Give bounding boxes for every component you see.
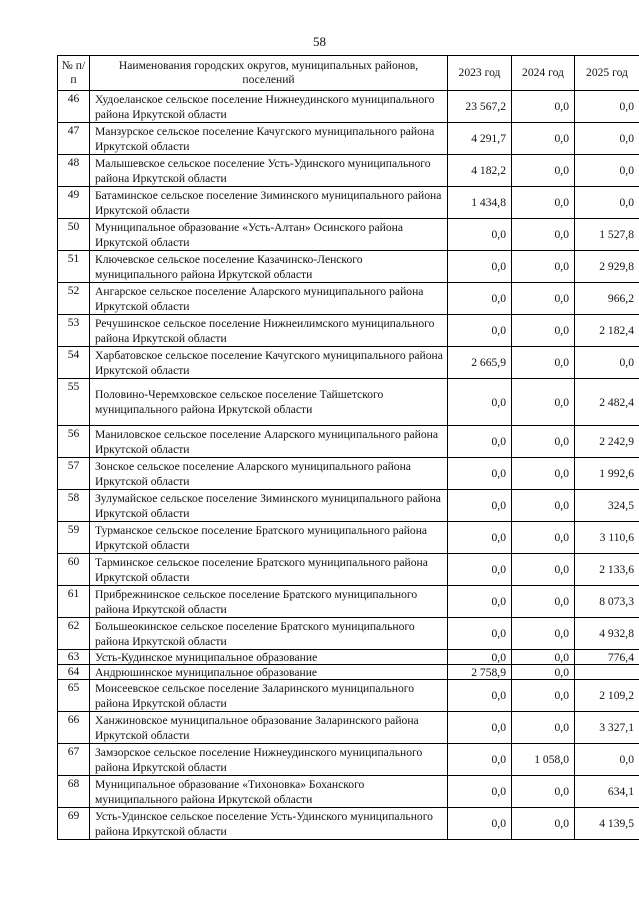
value-2025: [575, 665, 639, 680]
table-row: [58, 808, 639, 840]
row-name: Усть-Кудинское муниципальное образование: [90, 650, 448, 665]
value-2024: 0,0: [512, 91, 575, 123]
row-name: Ключевское сельское поселение Казачинско-Ленского муниципального района Иркутской области: [90, 251, 448, 283]
row-number: 63: [58, 650, 90, 665]
value-2024: 1 058,0: [512, 744, 575, 776]
row-number: 60: [58, 554, 90, 586]
page-number: 58: [313, 34, 326, 49]
value-2024: 0,0: [512, 650, 575, 665]
row-number: 51: [58, 251, 90, 283]
value-2024: 0,0: [512, 554, 575, 586]
value-2025: 8 073,3: [575, 586, 639, 618]
header-2024: 2024 год: [512, 56, 575, 91]
table-row: [58, 283, 639, 315]
row-number: 47: [58, 123, 90, 155]
row-name: Манзурское сельское поселение Качугского муниципального района Иркутской области: [90, 123, 448, 155]
table-row: [58, 155, 639, 187]
row-name: Большеокинское сельское поселение Братского муниципального района Иркутской области: [90, 618, 448, 650]
row-name: Батаминское сельское поселение Зиминского муниципального района Иркутской области: [90, 187, 448, 219]
header-name: Наименования городских округов, муниципальных районов, поселений: [90, 56, 448, 91]
value-2024: 0,0: [512, 808, 575, 840]
table-row: [58, 554, 639, 586]
table-header-row: [58, 56, 639, 91]
table-row: [58, 712, 639, 744]
row-name: Прибрежнинское сельское поселение Братского муниципального района Иркутской области: [90, 586, 448, 618]
value-2024: 0,0: [512, 458, 575, 490]
table-row: [58, 379, 639, 426]
value-2023: 2 665,9: [448, 347, 512, 379]
value-2023: 0,0: [448, 522, 512, 554]
row-name: Худоеланское сельское поселение Нижнеудинского муниципального района Иркутской области: [90, 91, 448, 123]
table-row: [58, 187, 639, 219]
row-name: Ангарское сельское поселение Аларского муниципального района Иркутской области: [90, 283, 448, 315]
value-2024: 0,0: [512, 251, 575, 283]
value-2024: 0,0: [512, 490, 575, 522]
value-2023: 0,0: [448, 490, 512, 522]
value-2025: 2 182,4: [575, 315, 639, 347]
value-2024: 0,0: [512, 219, 575, 251]
row-number: 68: [58, 776, 90, 808]
value-2023: 0,0: [448, 744, 512, 776]
budget-table: [57, 55, 639, 840]
table-body: [58, 91, 639, 840]
row-number: 62: [58, 618, 90, 650]
table-row: [58, 458, 639, 490]
table-row: [58, 490, 639, 522]
value-2025: 2 482,4: [575, 379, 639, 426]
value-2025: 0,0: [575, 187, 639, 219]
table-row: [58, 680, 639, 712]
row-number: 61: [58, 586, 90, 618]
value-2023: 0,0: [448, 650, 512, 665]
row-name: Замзорское сельское поселение Нижнеудинского муниципального района Иркутской области: [90, 744, 448, 776]
value-2024: 0,0: [512, 123, 575, 155]
value-2025: 4 139,5: [575, 808, 639, 840]
value-2023: 23 567,2: [448, 91, 512, 123]
row-number: 50: [58, 219, 90, 251]
row-name: Усть-Удинское сельское поселение Усть-Удинского муниципального района Иркутской области: [90, 808, 448, 840]
value-2024: 0,0: [512, 315, 575, 347]
value-2023: 2 758,9: [448, 665, 512, 680]
value-2025: 324,5: [575, 490, 639, 522]
table-row: [58, 665, 639, 680]
row-name: Харбатовское сельское поселение Качугского муниципального района Иркутской области: [90, 347, 448, 379]
value-2025: 0,0: [575, 123, 639, 155]
value-2023: 4 291,7: [448, 123, 512, 155]
row-number: 64: [58, 665, 90, 680]
row-name: Половино-Черемховское сельское поселение Тайшетского муниципального района Иркутской области: [90, 379, 448, 426]
value-2023: 0,0: [448, 712, 512, 744]
value-2024: 0,0: [512, 712, 575, 744]
row-number: 49: [58, 187, 90, 219]
row-name: Муниципальное образование «Усть-Алтан» Осинского района Иркутской области: [90, 219, 448, 251]
row-number: 55: [58, 379, 90, 426]
row-number: 57: [58, 458, 90, 490]
value-2025: 0,0: [575, 744, 639, 776]
table-row: [58, 123, 639, 155]
value-2025: 2 133,6: [575, 554, 639, 586]
row-name: Зонское сельское поселение Аларского муниципального района Иркутской области: [90, 458, 448, 490]
row-number: 59: [58, 522, 90, 554]
table-row: [58, 251, 639, 283]
value-2024: 0,0: [512, 680, 575, 712]
value-2024: 0,0: [512, 347, 575, 379]
value-2023: 0,0: [448, 458, 512, 490]
value-2025: 2 109,2: [575, 680, 639, 712]
row-number: 52: [58, 283, 90, 315]
value-2023: 0,0: [448, 776, 512, 808]
row-name: Андрюшинское муниципальное образование: [90, 665, 448, 680]
row-name: Муниципальное образование «Тихоновка» Боханского муниципального района Иркутской области: [90, 776, 448, 808]
header-num: № п/п: [58, 56, 90, 91]
value-2025: 0,0: [575, 347, 639, 379]
table-row: [58, 650, 639, 665]
value-2025: 0,0: [575, 91, 639, 123]
value-2023: 0,0: [448, 680, 512, 712]
value-2024: 0,0: [512, 586, 575, 618]
row-name: Моисеевское сельское поселение Заларинского муниципального района Иркутской области: [90, 680, 448, 712]
value-2023: 0,0: [448, 586, 512, 618]
value-2025: 634,1: [575, 776, 639, 808]
row-number: 54: [58, 347, 90, 379]
value-2024: 0,0: [512, 426, 575, 458]
row-number: 56: [58, 426, 90, 458]
table-row: [58, 426, 639, 458]
value-2023: 4 182,2: [448, 155, 512, 187]
row-number: 67: [58, 744, 90, 776]
value-2024: 0,0: [512, 155, 575, 187]
row-number: 69: [58, 808, 90, 840]
value-2024: 0,0: [512, 379, 575, 426]
value-2025: 966,2: [575, 283, 639, 315]
table-row: [58, 91, 639, 123]
value-2025: 776,4: [575, 650, 639, 665]
value-2024: 0,0: [512, 665, 575, 680]
row-number: 53: [58, 315, 90, 347]
value-2024: 0,0: [512, 283, 575, 315]
table-row: [58, 586, 639, 618]
value-2024: 0,0: [512, 618, 575, 650]
value-2023: 1 434,8: [448, 187, 512, 219]
row-name: Тарминское сельское поселение Братского муниципального района Иркутской области: [90, 554, 448, 586]
table-row: [58, 776, 639, 808]
value-2023: 0,0: [448, 315, 512, 347]
value-2023: 0,0: [448, 219, 512, 251]
value-2023: 0,0: [448, 426, 512, 458]
table-row: [58, 522, 639, 554]
row-number: 58: [58, 490, 90, 522]
table-row: [58, 618, 639, 650]
row-number: 65: [58, 680, 90, 712]
value-2025: 1 992,6: [575, 458, 639, 490]
value-2023: 0,0: [448, 251, 512, 283]
row-name: Маниловское сельское поселение Аларского муниципального района Иркутской области: [90, 426, 448, 458]
value-2025: 3 327,1: [575, 712, 639, 744]
row-name: Ханжиновское муниципальное образование Заларинского района Иркутской области: [90, 712, 448, 744]
table-row: [58, 744, 639, 776]
row-name: Речушинское сельское поселение Нижнеилимского муниципального района Иркутской области: [90, 315, 448, 347]
row-number: 66: [58, 712, 90, 744]
row-number: 46: [58, 91, 90, 123]
value-2025: 3 110,6: [575, 522, 639, 554]
value-2023: 0,0: [448, 283, 512, 315]
value-2025: 2 929,8: [575, 251, 639, 283]
table-row: [58, 347, 639, 379]
value-2025: 2 242,9: [575, 426, 639, 458]
table-row: [58, 315, 639, 347]
value-2025: 4 932,8: [575, 618, 639, 650]
row-name: Турманское сельское поселение Братского муниципального района Иркутской области: [90, 522, 448, 554]
value-2023: 0,0: [448, 618, 512, 650]
value-2023: 0,0: [448, 808, 512, 840]
row-name: Малышевское сельское поселение Усть-Удинского муниципального района Иркутской области: [90, 155, 448, 187]
value-2023: 0,0: [448, 379, 512, 426]
value-2024: 0,0: [512, 522, 575, 554]
value-2025: 0,0: [575, 155, 639, 187]
header-2025: 2025 год: [575, 56, 639, 91]
value-2023: 0,0: [448, 554, 512, 586]
header-2023: 2023 год: [448, 56, 512, 91]
table-row: [58, 219, 639, 251]
row-name: Зулумайское сельское поселение Зиминского муниципального района Иркутской области: [90, 490, 448, 522]
value-2024: 0,0: [512, 776, 575, 808]
value-2025: 1 527,8: [575, 219, 639, 251]
value-2024: 0,0: [512, 187, 575, 219]
row-number: 48: [58, 155, 90, 187]
